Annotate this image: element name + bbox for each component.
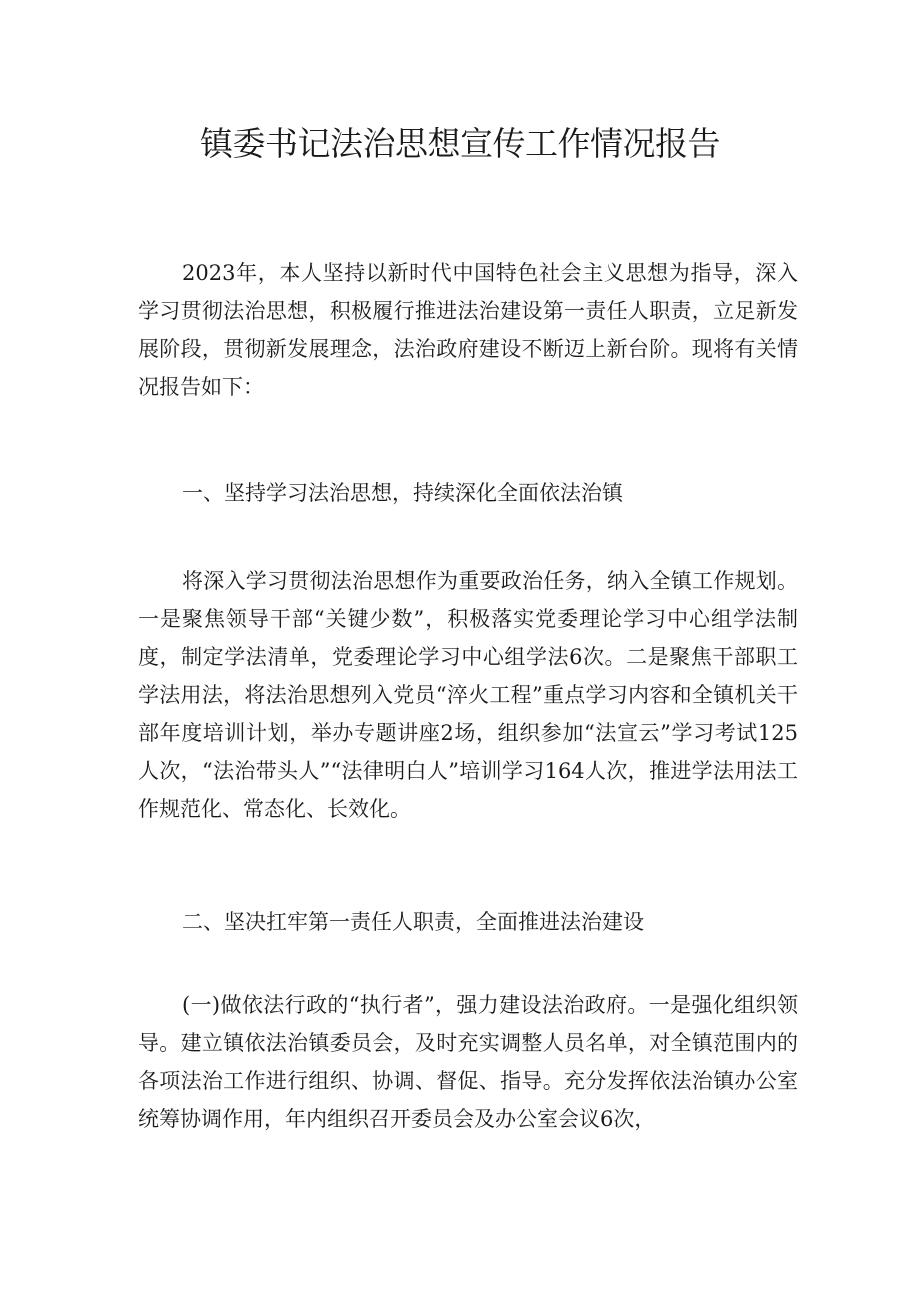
- intro-paragraph: 2023年，本人坚持以新时代中国特色社会主义思想为指导，深入学习贯彻法治思想，积极履行推进法治建设第一责任人职责，立足新发展阶段，贯彻新发展理念，法治政府建设不断迈上新台阶。现将有关情况报告如下：: [138, 261, 798, 399]
- section-two-heading: 二、坚决扛牢第一责任人职责，全面推进法治建设: [182, 910, 644, 934]
- section-one-heading: 一、坚持学习法治思想，持续深化全面依法治镇: [182, 481, 623, 505]
- document-title: 镇委书记法治思想宣传工作情况报告: [200, 124, 720, 163]
- section-one-paragraph: 将深入学习贯彻法治思想作为重要政治任务，纳入全镇工作规划。一是聚焦领导干部“关键少数”，积极落实党委理论学习中心组学法制度，制定学法清单，党委理论学习中心组学法6次。二是聚焦干部职工学法用法，将法治思想列入党员“淬火工程”重点学习内容和全镇机关干部年度培训计划，举办专题讲座2场，组织参加“法宣云”学习考试125人次，“法治带头人”“法律明白人”培训学习164人次，推进学法用法工作规范化、常态化、长效化。: [138, 569, 798, 821]
- section-two-paragraph: (一)做依法行政的“执行者”，强力建设法治政府。一是强化组织领导。建立镇依法治镇委员会，及时充实调整人员名单，对全镇范围内的各项法治工作进行组织、协调、督促、指导。充分发挥依法治镇办公室统筹协调作用，年内组织召开委员会及办公室会议6次，: [138, 993, 798, 1131]
